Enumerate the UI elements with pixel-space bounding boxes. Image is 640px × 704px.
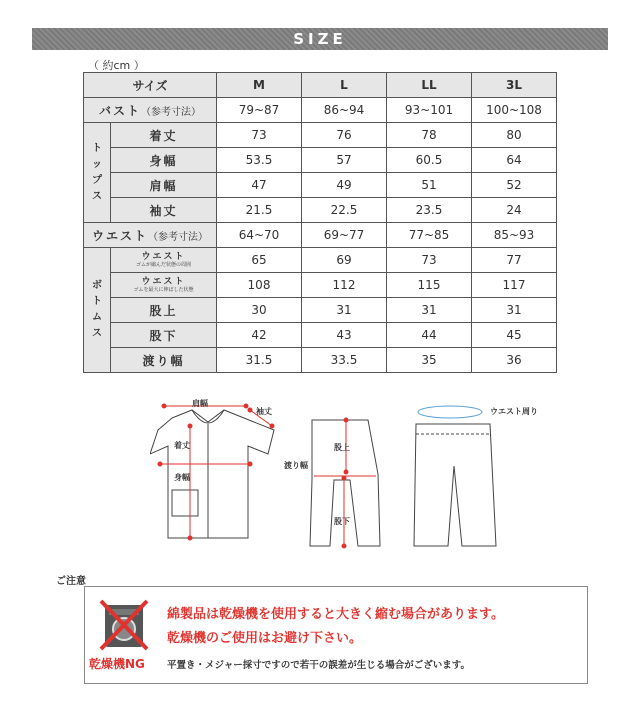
- table-cell: 77: [472, 248, 557, 273]
- row-label: 肩幅: [111, 173, 217, 198]
- dryer-prohibited-icon: [97, 597, 151, 653]
- pants-side-illustration: [310, 420, 380, 546]
- table-cell: 53.5: [217, 148, 302, 173]
- table-cell: 30: [217, 298, 302, 323]
- table-cell: 76: [302, 123, 387, 148]
- table-row: [84, 98, 557, 123]
- measurement-diagram: [150, 396, 570, 556]
- table-cell: 64: [472, 148, 557, 173]
- dryer-ng-label: 乾燥機NG: [89, 657, 145, 671]
- table-cell: 31: [302, 298, 387, 323]
- table-row: [84, 348, 557, 373]
- row-label: ウエスト ゴムが縮んだ状態の周囲: [111, 248, 217, 273]
- table-cell: 47: [217, 173, 302, 198]
- table-cell: 69: [302, 248, 387, 273]
- table-cell: 22.5: [302, 198, 387, 223]
- waist-label: ウエスト（参考寸法）: [84, 223, 217, 248]
- warning-line-2: 乾燥機のご使用はお避け下さい。: [167, 631, 363, 646]
- table-header-row: [84, 73, 557, 98]
- caution-box: [84, 586, 588, 684]
- table-cell: 51: [387, 173, 472, 198]
- table-cell: 49: [302, 173, 387, 198]
- table-cell: 73: [387, 248, 472, 273]
- table-row: [84, 298, 557, 323]
- table-cell: 65: [217, 248, 302, 273]
- length-label: 着丈: [174, 441, 190, 450]
- waist-around-arrow: [418, 406, 482, 418]
- table-cell: 44: [387, 323, 472, 348]
- unit-note: （ 約cm ）: [88, 59, 145, 72]
- row-label: 渡り幅: [111, 348, 217, 373]
- table-cell: 115: [387, 273, 472, 298]
- table-cell: 73: [217, 123, 302, 148]
- size-banner: SIZE: [32, 28, 608, 50]
- table-cell: 77~85: [387, 223, 472, 248]
- table-row: [84, 123, 557, 148]
- pants-front-illustration: [414, 424, 496, 546]
- table-cell: 42: [217, 323, 302, 348]
- table-cell: 93~101: [387, 98, 472, 123]
- sleeve-label: 袖丈: [256, 407, 272, 416]
- table-cell: 117: [472, 273, 557, 298]
- header-size-label: サイズ: [84, 73, 217, 98]
- table-row: [84, 173, 557, 198]
- table-cell: 43: [302, 323, 387, 348]
- shirt-illustration: [150, 410, 274, 538]
- table-cell: 80: [472, 123, 557, 148]
- caution-title: ご注意: [56, 576, 86, 587]
- tops-group-label: ト ッ プ ス: [84, 123, 111, 223]
- table-cell: 31.5: [217, 348, 302, 373]
- table-cell: 108: [217, 273, 302, 298]
- table-cell: 112: [302, 273, 387, 298]
- body-width-label: 身幅: [174, 473, 190, 482]
- garment-illustration: [150, 396, 570, 556]
- table-row: [84, 273, 557, 298]
- table-cell: 86~94: [302, 98, 387, 123]
- table-cell: 64~70: [217, 223, 302, 248]
- table-cell: 21.5: [217, 198, 302, 223]
- table-cell: 69~77: [302, 223, 387, 248]
- size-table: [83, 72, 557, 373]
- inseam-label: 股下: [334, 517, 350, 526]
- table-row: [84, 248, 557, 273]
- table-cell: 31: [387, 298, 472, 323]
- table-cell: 31: [472, 298, 557, 323]
- table-cell: 45: [472, 323, 557, 348]
- row-label: ウエスト ゴムを最大に伸ばした状態: [111, 273, 217, 298]
- table-cell: 52: [472, 173, 557, 198]
- waist-around-label: ウエスト周り: [490, 407, 538, 416]
- table-row: [84, 323, 557, 348]
- row-label: 股上: [111, 298, 217, 323]
- table-cell: 24: [472, 198, 557, 223]
- table-cell: 60.5: [387, 148, 472, 173]
- row-label: 股下: [111, 323, 217, 348]
- row-label: 袖丈: [111, 198, 217, 223]
- table-cell: 100~108: [472, 98, 557, 123]
- measurement-note: 平置き・メジャー採寸ですので若干の誤差が生じる場合がございます。: [167, 660, 471, 671]
- row-label: 身幅: [111, 148, 217, 173]
- table-cell: 85~93: [472, 223, 557, 248]
- header-size-m: M: [217, 73, 302, 98]
- table-cell: 35: [387, 348, 472, 373]
- header-size-ll: LL: [387, 73, 472, 98]
- table-row: [84, 148, 557, 173]
- shoulder-label: 肩幅: [192, 399, 208, 408]
- header-size-l: L: [302, 73, 387, 98]
- table-cell: 36: [472, 348, 557, 373]
- bust-label: バスト（参考寸法）: [84, 98, 217, 123]
- rise-label: 股上: [334, 443, 350, 452]
- table-row: [84, 223, 557, 248]
- warning-line-1: 綿製品は乾燥機を使用すると大きく縮む場合があります。: [167, 607, 504, 622]
- table-cell: 78: [387, 123, 472, 148]
- table-row: [84, 198, 557, 223]
- row-label: 着丈: [111, 123, 217, 148]
- bottoms-group-label: ボ ト ム ス: [84, 248, 111, 373]
- header-size-3l: 3L: [472, 73, 557, 98]
- table-cell: 79~87: [217, 98, 302, 123]
- thigh-label: 渡り幅: [284, 461, 308, 470]
- table-cell: 33.5: [302, 348, 387, 373]
- table-cell: 57: [302, 148, 387, 173]
- table-cell: 23.5: [387, 198, 472, 223]
